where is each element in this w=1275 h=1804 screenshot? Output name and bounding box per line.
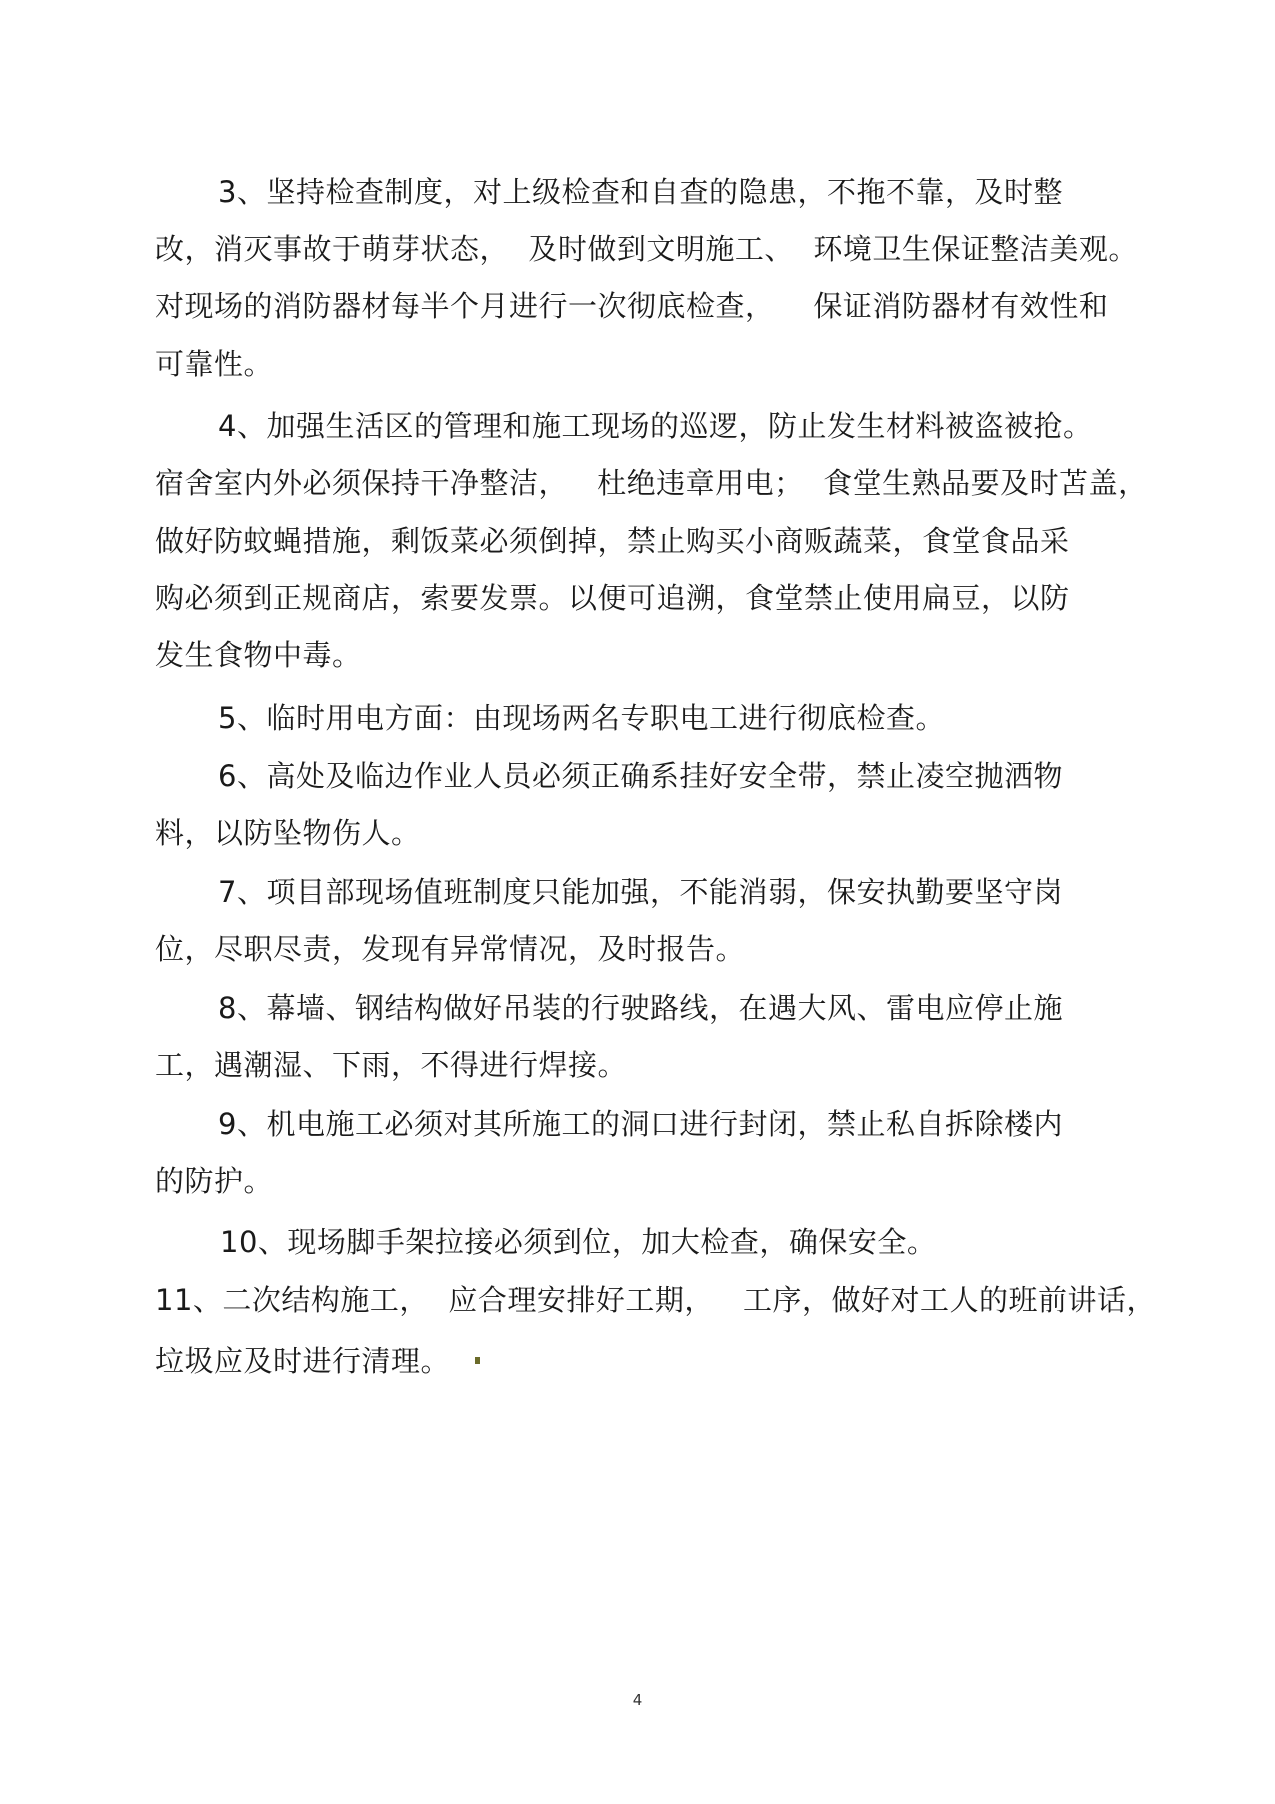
page-number: 4 [632,1691,643,1709]
paragraph-7-line-1: 7、项目部现场值班制度只能加强，不能消弱，保安执勤要坚守岗 [218,875,1063,909]
paragraph-11-line-2: 垃圾应及时进行清理。 [155,1344,451,1378]
paragraph-9-line-2: 的防护。 [155,1164,274,1198]
paragraph-4-line-2: 宿舍室内外必须保持干净整洁， 杜绝违章用电； 食堂生熟品要及时苫盖， [155,466,1148,500]
paragraph-3-line-1: 3、坚持检查制度，对上级检查和自查的隐患，不拖不靠，及时整 [218,175,1063,209]
paragraph-7-line-2: 位，尽职尽责，发现有异常情况，及时报告。 [155,932,746,966]
paragraph-4-line-4: 购必须到正规商店，索要发票。以便可追溯，食堂禁止使用扁豆，以防 [155,581,1070,615]
paragraph-6-line-1: 6、高处及临边作业人员必须正确系挂好安全带，禁止凌空抛洒物 [218,759,1063,793]
paragraph-10-line-1: 10、现场脚手架拉接必须到位，加大检查，确保安全。 [220,1225,937,1259]
paragraph-4-line-3: 做好防蚊蝇措施，剩饭菜必须倒掉，禁止购买小商贩蔬菜，食堂食品采 [155,524,1070,558]
text-cursor-marker [475,1357,480,1364]
paragraph-6-line-2: 料，以防坠物伤人。 [155,816,421,850]
paragraph-3-line-4: 可靠性。 [155,347,274,381]
paragraph-9-line-1: 9、机电施工必须对其所施工的洞口进行封闭，禁止私自拆除楼内 [218,1107,1063,1141]
paragraph-5-line-1: 5、临时用电方面：由现场两名专职电工进行彻底检查。 [218,701,945,735]
paragraph-8-line-1: 8、幕墙、钢结构做好吊装的行驶路线，在遇大风、雷电应停止施 [218,991,1063,1025]
paragraph-11-line-1: 11、二次结构施工， 应合理安排好工期， 工序，做好对工人的班前讲话， [155,1283,1156,1317]
paragraph-4-line-1: 4、加强生活区的管理和施工现场的巡逻，防止发生材料被盗被抢。 [218,409,1093,443]
paragraph-3-line-3: 对现场的消防器材每半个月进行一次彻底检查， 保证消防器材有效性和 [155,289,1109,323]
paragraph-4-line-5: 发生食物中毒。 [155,638,362,672]
paragraph-3-line-2: 改，消灭事故于萌芽状态， 及时做到文明施工、 环境卫生保证整洁美观。 [155,232,1138,266]
paragraph-8-line-2: 工，遇潮湿、下雨，不得进行焊接。 [155,1048,628,1082]
